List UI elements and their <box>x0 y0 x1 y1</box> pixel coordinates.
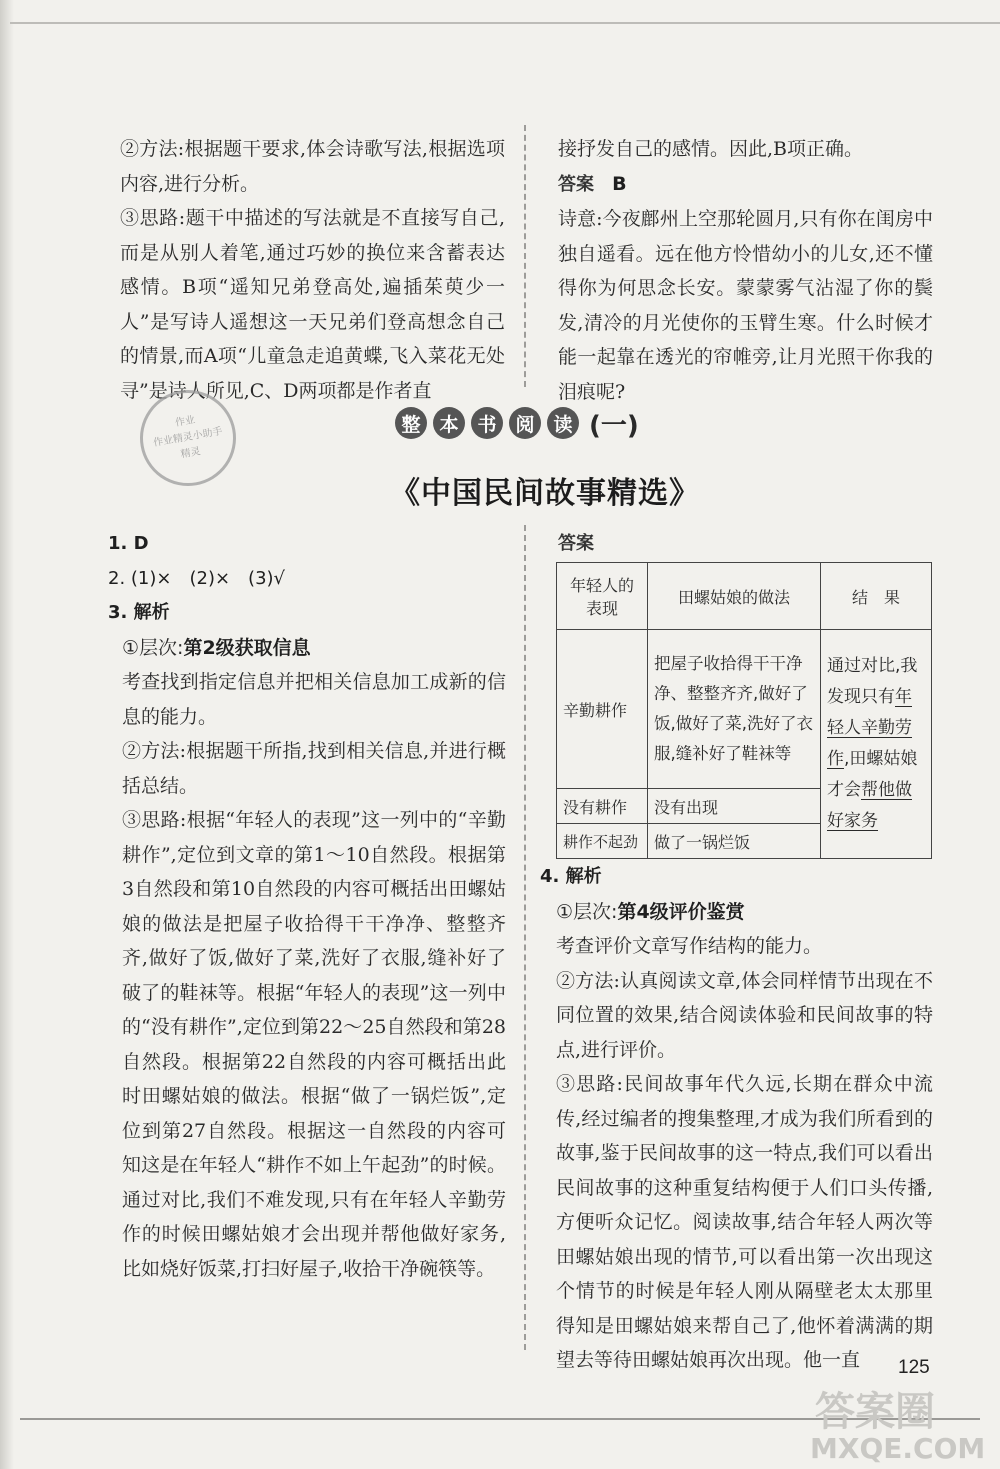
banner-char: 书 <box>471 407 503 439</box>
q3-level-label: ①层次: <box>122 636 184 659</box>
method-paragraph: ②方法:根据题干要求,体会诗歌写法,根据选项内容,进行分析。 <box>120 138 505 195</box>
column-divider-bottom <box>524 525 526 1350</box>
column-divider-top <box>524 125 526 387</box>
q3-level <box>108 631 506 666</box>
q1-answer: 1. D <box>108 533 149 554</box>
top-edge-line <box>10 22 1000 24</box>
watermark-url: MXQE.COM <box>810 1432 986 1465</box>
q2-answer: 2. (1)× (2)× (3)√ <box>108 567 286 589</box>
q4-level-label: ①层次: <box>556 900 618 923</box>
banner-char: 读 <box>547 407 579 439</box>
row-behavior: 没有耕作 <box>557 789 648 824</box>
row-behavior: 辛勤耕作 <box>557 630 648 789</box>
bottom-left-column <box>108 527 506 1286</box>
result-underline-1: 年轻人辛勤劳作 <box>827 687 912 769</box>
answer-table <box>556 562 932 859</box>
table-header-row <box>557 563 932 630</box>
top-right-column <box>558 132 933 409</box>
row-action: 把屋子收拾得干干净净、整整齐齐,做好了饭,做好了菜,洗好了衣服,缝补好了鞋袜等 <box>648 630 821 789</box>
top-left-column <box>120 132 505 408</box>
header-result: 结 果 <box>821 563 932 630</box>
answer-value: B <box>612 172 627 195</box>
q4-level-value: 第4级评价鉴赏 <box>617 900 745 923</box>
q4-idea: ③思路:民间故事年代久远,长期在群众中流传,经过编者的搜集整理,才成为我们所看到的故事,鉴于民间故事的这一特点,我们可以看出民间故事的这种重复结构便于人们口头传播,方便听众记忆。阅读故事,结合年轻人两次等田螺姑娘出现的情节,可以看出第一次出现这个情节的时候是年轻人刚从隔壁老太太那里得知是田螺姑娘来帮自己了,他怀着满满的期望去等待田螺姑娘再次出现。他一直 <box>556 1073 933 1371</box>
watermark-logo: 答案圈 <box>815 1389 935 1435</box>
q4-block <box>540 860 933 1378</box>
banner-char: 阅 <box>509 407 541 439</box>
binding-shadow <box>0 0 14 1469</box>
q3-heading: 3. 解析 <box>108 602 170 623</box>
q3-idea: ③思路:根据“年轻人的表现”这一列中的“辛勤耕作”,定位到文章的第1～10自然段。根据第3自然段和第10自然段的内容可概括出田螺姑娘的做法是把屋子收拾得干干净净、整整齐齐,做好了饭,做好了菜,洗好了衣服,缝补好了破了的鞋袜等。根据“年轻人的表现”这一列中的“没有耕作”,定位到第22～25自然段和第28自然段。根据第22自然段的内容可概括出此时田螺姑娘的做法。根据“做了一锅烂饭”,定位到第27自然段。根据这一自然段的内容可知这是在年轻人“耕作不如上午起劲”的时候。通过对比,我们不难发现,只有在年轻人辛勤劳作的时候田螺姑娘才会出现并帮他做好家务,比如烧好饭菜,打扫好屋子,收拾干净碗筷等。 <box>122 809 506 1280</box>
stamp-line-1: 作业 <box>174 414 196 429</box>
result-underline-2: 帮他做好家务 <box>827 780 912 831</box>
q4-description: 考查评价文章写作结构的能力。 <box>556 935 823 957</box>
conclusion-paragraph: 接抒发自己的感情。因此,B项正确。 <box>558 138 864 160</box>
banner-char: 整 <box>395 407 427 439</box>
answer-label: 答案 <box>558 173 594 195</box>
answer-line <box>558 167 933 203</box>
banner-suffix: (一) <box>589 410 639 441</box>
row-behavior: 耕作不起劲 <box>557 824 648 859</box>
answer-label-2: 答案 <box>558 533 594 554</box>
page-number: 125 <box>898 1357 930 1378</box>
stamp-line-3: 精灵 <box>179 446 202 461</box>
q3-method: ②方法:根据题干所指,找到相关信息,并进行概括总结。 <box>122 740 506 797</box>
row-action: 没有出现 <box>648 789 821 824</box>
q3-description: 考查找到指定信息并把相关信息加工成新的信息的能力。 <box>122 671 506 728</box>
poem-meaning-paragraph: 诗意:今夜鄜州上空那轮圆月,只有你在闺房中独自遥看。远在他方怜惜幼小的儿女,还不懂得你为何思念长安。蒙蒙雾气沾湿了你的鬓发,清冷的月光使你的玉臂生寒。什么时候才能一起靠在透光的帘帷旁,让月光照干你我的泪痕呢? <box>558 208 933 403</box>
result-prefix: 通过对比,我发现只有 <box>827 656 918 707</box>
header-action: 田螺姑娘的做法 <box>648 563 821 630</box>
result-cell <box>821 630 932 859</box>
banner-char: 本 <box>433 407 465 439</box>
result-middle: ,田螺姑娘才会 <box>827 749 918 800</box>
q4-heading: 4. 解析 <box>540 866 602 887</box>
section-banner <box>395 403 639 443</box>
table-row <box>557 630 932 789</box>
q4-level <box>540 895 933 930</box>
q3-level-value: 第2级获取信息 <box>183 636 311 659</box>
row-action: 做了一锅烂饭 <box>648 824 821 859</box>
header-behavior: 年轻人的表现 <box>557 563 648 630</box>
stamp-line-2: 作业精灵小助手 <box>152 426 224 450</box>
idea-paragraph: ③思路:题干中描述的写法就是不直接写自己,而是从别人着笔,通过巧妙的换位来含蓄表达感情。B项“遥知兄弟登高处,遍插茱萸少一人”是写诗人遥想这一天兄弟们登高想念自己的情景,而A项“儿童急走追黄蝶,飞入菜花无处寻”是诗人所见,C、D两项都是作者直 <box>120 207 505 402</box>
q4-method: ②方法:认真阅读文章,体会同样情节出现在不同位置的效果,结合阅读体验和民间故事的特点,进行评价。 <box>556 969 933 1061</box>
book-title: 《中国民间故事精选》 <box>390 476 700 511</box>
answer-heading-block <box>558 527 933 562</box>
